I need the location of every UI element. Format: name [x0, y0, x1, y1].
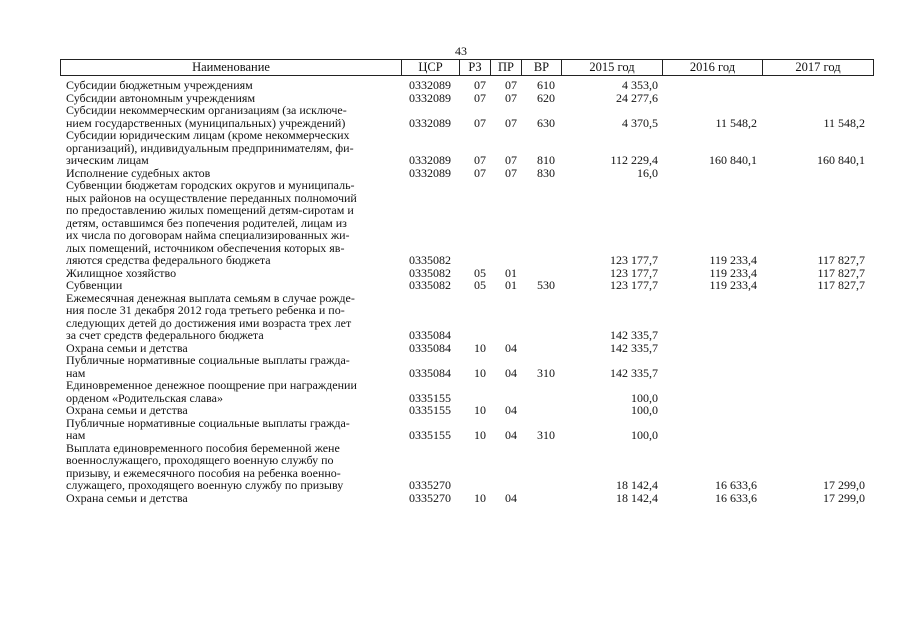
table-row: [60, 404, 874, 417]
cell-y2015: 123 177,7: [610, 278, 658, 292]
row-name: Публичные нормативные социальные выплаты гражда- нам: [66, 415, 350, 442]
row-name: Охрана семьи и детства: [66, 340, 188, 355]
cell-csr: 0335082: [409, 278, 451, 292]
cell-csr: 0332089: [409, 165, 451, 180]
cell-y2015: 16,0: [637, 165, 658, 180]
header-2015: 2015 год: [589, 60, 635, 74]
table-row: [60, 379, 874, 404]
cell-y2015: 100,0: [631, 428, 658, 442]
table-row: [60, 442, 874, 492]
cell-pr: 04: [505, 403, 517, 417]
table-row: [60, 354, 874, 379]
cell-y2015: 18 142,4: [616, 490, 658, 505]
cell-y2015: 123 177,7: [610, 253, 658, 267]
cell-y2015: 112 229,4: [610, 153, 658, 167]
page-number: 43: [455, 44, 467, 58]
cell-pr: 07: [505, 78, 517, 92]
cell-csr: 0335084: [409, 328, 451, 342]
cell-rz: 10: [474, 365, 486, 380]
cell-y2017: 117 827,7: [817, 253, 865, 267]
table-row: [60, 292, 874, 342]
cell-csr: 0335155: [409, 390, 451, 405]
cell-pr: 01: [505, 278, 517, 292]
cell-csr: 0335084: [409, 365, 451, 380]
cell-rz: 07: [474, 165, 486, 180]
cell-vr: 830: [537, 165, 555, 180]
cell-vr: 630: [537, 115, 555, 130]
header-vr: ВР: [533, 60, 550, 74]
row-name: Субсидии бюджетным учреждениям: [66, 78, 253, 92]
cell-y2017: 117 827,7: [817, 265, 865, 280]
cell-rz: 10: [474, 428, 486, 442]
cell-y2015: 142 335,7: [610, 328, 658, 342]
row-name: Исполнение судебных актов: [66, 165, 211, 180]
table-row: [60, 492, 874, 505]
header-pr: ПР: [498, 60, 514, 74]
row-name: Выплата единовременного пособия беременной жене военнослужащего, проходящего военную службу по призыву, и ежемесячного пособия на ребенка военно- служащего, проходящего военную службу по призыву: [66, 440, 344, 492]
row-name: Жилищное хозяйство: [66, 265, 177, 280]
cell-csr: 0332089: [409, 115, 451, 130]
cell-csr: 0335082: [409, 253, 451, 267]
cell-y2016: 16 633,6: [715, 478, 757, 492]
table-row: [60, 179, 874, 267]
header-name: Наименование: [192, 60, 270, 74]
cell-pr: 07: [505, 165, 517, 180]
cell-y2017: 160 840,1: [817, 153, 865, 167]
row-name: Субсидии юридическим лицам (кроме некоммерческих организаций), индивидуальным предпринимателям, фи- зическим лицам: [66, 128, 354, 167]
cell-pr: 07: [505, 90, 517, 105]
row-name: Публичные нормативные социальные выплаты гражда- нам: [66, 353, 350, 380]
cell-pr: 04: [505, 340, 517, 355]
cell-pr: 01: [505, 265, 517, 280]
cell-vr: 310: [537, 365, 555, 380]
cell-pr: 04: [505, 428, 517, 442]
cell-pr: 07: [505, 115, 517, 130]
cell-y2016: 16 633,6: [715, 490, 757, 505]
table-row: [60, 129, 874, 167]
cell-y2016: 160 840,1: [709, 153, 757, 167]
cell-rz: 07: [474, 90, 486, 105]
header-2016: 2016 год: [689, 60, 736, 74]
row-name: Субсидии некоммерческим организациям (за исключе- нием государственных (муниципальных) учреждений): [66, 103, 347, 130]
cell-y2015: 100,0: [631, 403, 658, 417]
cell-y2015: 100,0: [631, 390, 658, 405]
table-body: [60, 79, 874, 504]
cell-y2017: 11 548,2: [823, 115, 865, 130]
cell-y2017: 17 299,0: [823, 478, 865, 492]
cell-vr: 620: [537, 90, 555, 105]
cell-y2016: 119 233,4: [709, 278, 757, 292]
header-rz: РЗ: [468, 60, 482, 74]
cell-rz: 10: [474, 403, 486, 417]
table-row: [60, 417, 874, 442]
cell-csr: 0335084: [409, 340, 451, 355]
row-name: Ежемесячная денежная выплата семьям в случае рожде- ния после 31 декабря 2012 года третьего ребенка и по- следующих детей до достижения ими возраста трех лет за счет средств федерального бюджета: [66, 290, 355, 342]
cell-y2016: 11 548,2: [715, 115, 757, 130]
cell-y2017: 117 827,7: [817, 278, 865, 292]
cell-csr: 0335270: [409, 478, 451, 492]
cell-vr: 530: [537, 278, 555, 292]
cell-csr: 0335082: [409, 265, 451, 280]
cell-y2016: 119 233,4: [709, 265, 757, 280]
cell-y2016: 119 233,4: [709, 253, 757, 267]
cell-pr: 04: [505, 490, 517, 505]
cell-y2015: 4 370,5: [622, 115, 658, 130]
cell-vr: 810: [537, 153, 555, 167]
row-name: Субвенции бюджетам городских округов и муниципаль- ных районов на осуществление переданных полномочий по предоставлению жилых помещений детям-сиротам и детям, оставшимся без попечения родителей, лицам из их числа по договорам найма специализированных жи- лых помещений, источником обеспечения которых яв- ляются средства федерального бюджета: [66, 178, 357, 267]
cell-rz: 07: [474, 78, 486, 92]
cell-pr: 04: [505, 365, 517, 380]
table-header: [60, 59, 874, 76]
header-2017: 2017 год: [795, 60, 841, 74]
cell-csr: 0335155: [409, 403, 451, 417]
cell-vr: 310: [537, 428, 555, 442]
header-csr: ЦСР: [418, 60, 443, 74]
cell-csr: 0332089: [409, 153, 451, 167]
table-row: [60, 79, 874, 92]
cell-rz: 05: [474, 278, 486, 292]
cell-rz: 10: [474, 490, 486, 505]
cell-csr: 0335270: [409, 490, 451, 505]
cell-vr: 610: [537, 78, 555, 92]
cell-y2015: 4 353,0: [622, 78, 658, 92]
cell-csr: 0335155: [409, 428, 451, 442]
cell-rz: 10: [474, 340, 486, 355]
cell-rz: 07: [474, 115, 486, 130]
cell-csr: 0332089: [409, 90, 451, 105]
cell-y2015: 24 277,6: [616, 90, 658, 105]
table-row: [60, 279, 874, 292]
cell-pr: 07: [505, 153, 517, 167]
row-name: Субсидии автономным учреждениям: [66, 90, 256, 105]
cell-y2015: 18 142,4: [616, 478, 658, 492]
row-name: Субвенции: [66, 278, 123, 292]
row-name: Охрана семьи и детства: [66, 403, 188, 417]
cell-y2017: 17 299,0: [823, 490, 865, 505]
row-name: Охрана семьи и детства: [66, 490, 188, 505]
cell-y2015: 142 335,7: [610, 340, 658, 355]
row-name: Единовременное денежное поощрение при награждении орденом «Родительская слава»: [66, 378, 357, 405]
cell-csr: 0332089: [409, 78, 451, 92]
cell-y2015: 142 335,7: [610, 365, 658, 380]
table-row: [60, 104, 874, 129]
cell-rz: 05: [474, 265, 486, 280]
cell-rz: 07: [474, 153, 486, 167]
cell-y2015: 123 177,7: [610, 265, 658, 280]
